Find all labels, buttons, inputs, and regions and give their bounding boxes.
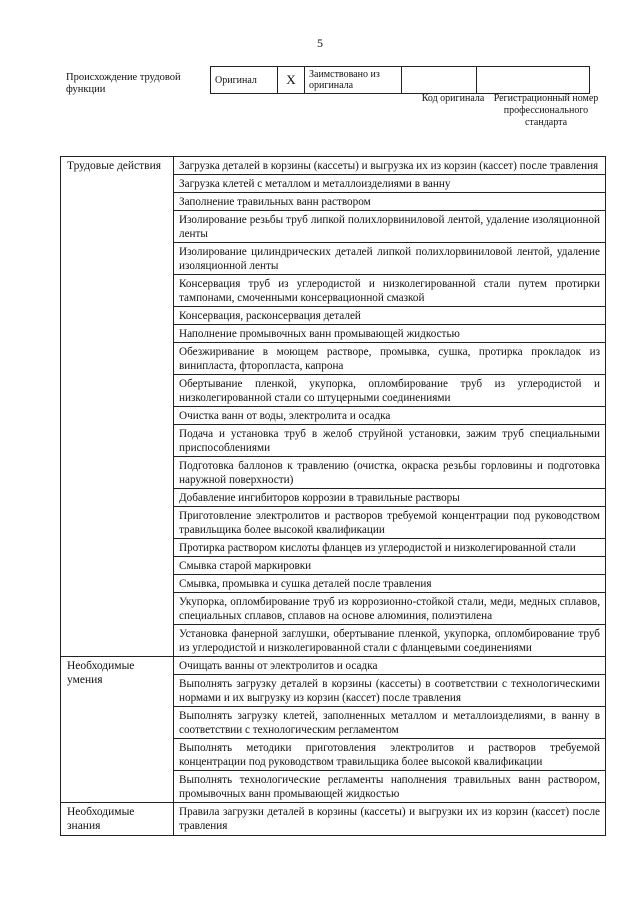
section-items — [174, 157, 606, 657]
table-row-item: Выполнять методики приготовления электролитов и растворов требуемой концентрации под руководством травильщика более высокой квалификации — [174, 739, 605, 771]
table-row-item: Заполнение травильных ванн раствором — [174, 193, 605, 211]
origin-label: Происхождение трудовой функции — [66, 72, 181, 95]
section-row — [61, 157, 606, 657]
table-row-item: Выполнять загрузку деталей в корзины (кассеты) в соответствии с технологическими нормами и их выгрузку из корзин (кассет) после травления — [174, 675, 605, 707]
section-items — [174, 657, 606, 803]
reg-number-caption: Регистрационный номер профессионального стандарта — [493, 93, 599, 128]
table-row-item: Выполнять загрузку клетей, заполненных металлом и металлоизделиями, в ванну в соответствии с технологическим регламентом — [174, 707, 605, 739]
origin-code-cell — [402, 67, 477, 94]
table-row-item: Приготовление электролитов и растворов требуемой концентрации под руководством травильщика более высокой квалификации — [174, 507, 605, 539]
table-row-item: Подготовка баллонов к травлению (очистка, окраска резьбы горловины и подготовка наружной поверхности) — [174, 457, 605, 489]
origin-borrowed-cell: Заимствовано из оригинала — [305, 67, 402, 94]
table-row-item: Загрузка клетей с металлом и металлоизделиями в ванну — [174, 175, 605, 193]
table-row-item: Смывка, промывка и сушка деталей после травления — [174, 575, 605, 593]
table-row-item: Подача и установка труб в желоб струйной установки, зажим труб специальными приспособлениями — [174, 425, 605, 457]
table-row-item: Очистка ванн от воды, электролита и осадка — [174, 407, 605, 425]
table-row-item: Консервация, расконсервация деталей — [174, 307, 605, 325]
table-row-item: Изолирование цилиндрических деталей липкой полихлорвиниловой лентой, удаление изоляционной ленты — [174, 243, 605, 275]
table-row-item: Установка фанерной заглушки, обертывание пленкой, укупорка, опломбирование труб из углеродистой и низколегированной стали с фланцевыми соединениями — [179, 628, 600, 654]
table-row-item: Наполнение промывочных ванн промывающей жидкостью — [174, 325, 605, 343]
table-row-item: Консервация труб из углеродистой и низколегированной стали путем протирки тампонами, смоченными консервационной смазкой — [174, 275, 605, 307]
table-row-item: Правила загрузки деталей в корзины (кассеты) и выгрузки их из корзин (кассет) после травления — [179, 806, 600, 832]
table-row-item: Обертывание пленкой, укупорка, опломбирование труб из углеродистой и низколегированной стали со штуцерными соединениями — [174, 375, 605, 407]
section-row — [61, 803, 606, 836]
table-row-item: Очищать ванны от электролитов и осадка — [174, 657, 605, 675]
page-number: 5 — [317, 36, 323, 50]
table-row-item: Загрузка деталей в корзины (кассеты) и выгрузка их из корзин (кассет) после травления — [174, 157, 605, 175]
section-items — [174, 803, 606, 836]
origin-mark-cell: X — [278, 67, 305, 94]
function-table — [60, 156, 606, 836]
table-row-item: Смывка старой маркировки — [174, 557, 605, 575]
table-row-item: Выполнять технологические регламенты наполнения травильных ванн раствором, промывочных ванн промывающей жидкостью — [179, 774, 600, 800]
code-caption: Код оригинала — [421, 93, 485, 104]
origin-table — [210, 66, 590, 94]
section-label: Необходимые умения — [61, 657, 174, 803]
table-row-item: Обезжиривание в моющем растворе, промывка, сушка, протирка прокладок из винипласта, фторопласта, капрона — [174, 343, 605, 375]
table-row-item: Протирка раствором кислоты фланцев из углеродистой и низколегированной стали — [174, 539, 605, 557]
section-label: Трудовые действия — [61, 157, 174, 657]
table-row-item: Изолирование резьбы труб липкой полихлорвиниловой лентой, удаление изоляционной ленты — [174, 211, 605, 243]
origin-original-cell: Оригинал — [211, 67, 278, 94]
origin-reg-cell — [477, 67, 590, 94]
section-label: Необходимые знания — [61, 803, 174, 836]
table-row-item: Добавление ингибиторов коррозии в травильные растворы — [174, 489, 605, 507]
table-row-item: Укупорка, опломбирование труб из коррозионно-стойкой стали, меди, медных сплавов, специальных сплавов, сплавов на основе алюминия, полиэтилена — [174, 593, 605, 625]
section-row — [61, 657, 606, 803]
